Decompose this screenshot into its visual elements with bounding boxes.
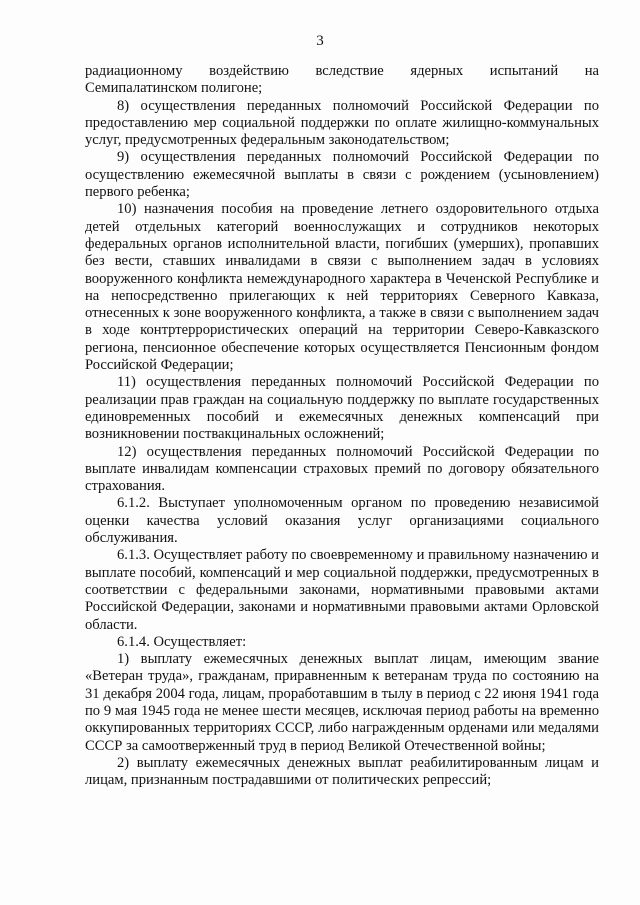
paragraph: 6.1.4. Осуществляет: xyxy=(117,633,247,650)
paragraph: 1) выплату ежемесячных денежных выплат лицам, имеющим звание «Ветеран труда», гражданам, приравненным к ветеранам труда по состоянию на 31 декабря 2004 года, лицам, проработавшим в тылу в период с 22 июня 1941 года по 9 мая 1945 года не менее шести месяцев, исключая период работы на временно оккупированных территориях СССР, либо награжденным орденами или медалями СССР за самоотверженный труд в период Великой Отечественной войны; xyxy=(85,651,599,754)
paragraph: 9) осуществления переданных полномочий Российской Федерации по осуществлению ежемесячной выплаты в связи с рождением (усыновлением) первого ребенка; xyxy=(85,149,599,201)
paragraph: 11) осуществления переданных полномочий Российской Федерации по реализации прав граждан на социальную поддержку по выплате государственных единовременных пособий и ежемесячных денежных компенсаций при возникновении поствакцинальных осложнений; xyxy=(85,374,599,443)
paragraph: 8) осуществления переданных полномочий Российской Федерации по предоставлению мер социальной поддержки по оплате жилищно-коммунальных услуг, предусмотренных федеральным законодательством; xyxy=(85,97,599,149)
paragraph: 6.1.3. Осуществляет работу по своевременному и правильному назначению и выплате пособий, компенсаций и мер социальной поддержки, предусмотренных в соответствии с федеральными законами, нормативными правовыми актами Российской Федерации, законами и нормативными правовыми актами Орловской области. xyxy=(85,547,599,633)
paragraph: 10) назначения пособия на проведение летнего оздоровительного отдыха детей отдельных категорий военнослужащих и сотрудников некоторых федеральных органов исполнительной власти, погибших (умерших), пропавших без вести, ставших инвалидами в связи с выполнением задач в условиях вооруженного конфликта немеждународного характера в Чеченской Республике и на непосредственно прилегающих к ней территориях Северного Кавказа, отнесенных к зоне вооруженного конфликта, а также в связи с выполнением задач в ходе контртеррористических операций на территории Северо-Кавказского региона, пенсионное обеспечение которых осуществляется Пенсионным фондом Российской Федерации; xyxy=(85,201,599,374)
page-number: 3 xyxy=(316,33,324,49)
paragraph: радиационному воздействию вследствие ядерных испытаний на Семипалатинском полигоне; xyxy=(85,63,599,97)
paragraph: 2) выплату ежемесячных денежных выплат реабилитированным лицам и лицам, признанным пострадавшими от политических репрессий; xyxy=(85,754,599,789)
paragraph: 6.1.2. Выступает уполномоченным органом по проведению независимой оценки качества условий оказания услуг организациями социального обслуживания. xyxy=(85,495,599,547)
document-body xyxy=(85,63,599,789)
paragraph: 12) осуществления переданных полномочий Российской Федерации по выплате инвалидам компенсации страховых премий по договору обязательного страхования. xyxy=(85,443,599,495)
